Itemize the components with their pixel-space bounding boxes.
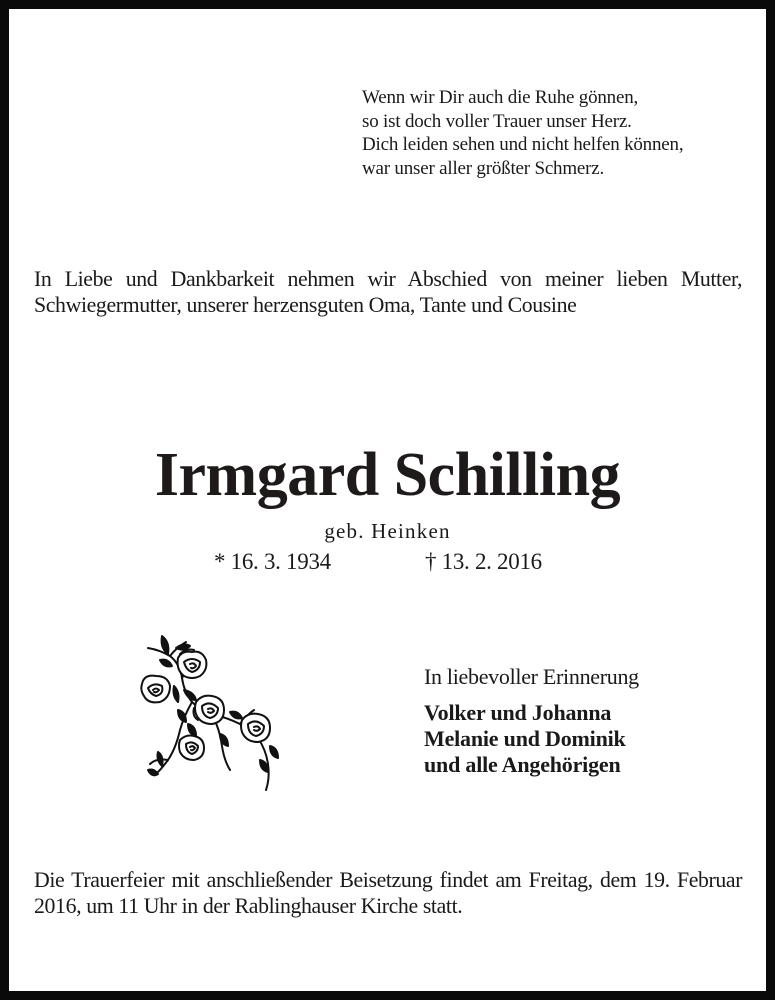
birth-date: * 16. 3. 1934 — [214, 549, 331, 574]
deceased-name: Irmgard Schilling — [154, 441, 621, 509]
roses-icon — [140, 630, 290, 795]
poem-line: war unser aller größter Schmerz. — [362, 157, 605, 179]
ceremony-text: Die Trauerfeier mit anschließender Beisetzung findet am Freitag, dem 19. Februar 2016, um 11 Uhr in der Rablinghauser Kirche statt. — [34, 867, 743, 918]
mourner: Melanie und Dominik — [424, 726, 626, 751]
poem — [362, 86, 683, 180]
poem-line: Dich leiden sehen und nicht helfen können, — [362, 134, 684, 155]
mourner: und alle Angehörigen — [424, 752, 621, 777]
memory-heading: In liebevoller Erinnerung — [424, 664, 639, 689]
death-date: † 13. 2. 2016 — [425, 549, 542, 574]
mourners-list — [424, 700, 626, 778]
intro-text: In Liebe und Dankbarkeit nehmen wir Abschied von meiner lieben Mutter, Schwiegermutter, unserer herzensguten Oma, Tante und Cousine — [34, 266, 743, 317]
poem-line: so ist doch voller Trauer unser Herz. — [362, 110, 632, 132]
mourner: Volker und Johanna — [424, 700, 612, 725]
poem-line: Wenn wir Dir auch die Ruhe gönnen, — [362, 87, 639, 108]
birth-name: geb. Heinken — [324, 519, 451, 543]
